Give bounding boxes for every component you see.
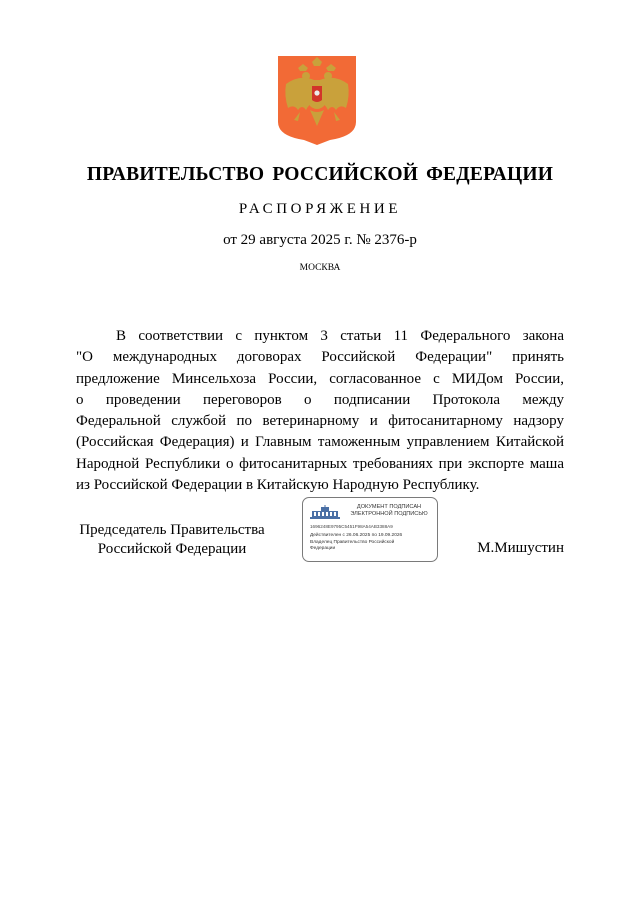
stamp-heading-line: ЭЛЕКТРОННОЙ ПОДПИСЬЮ [350,511,428,517]
stamp-heading [343,504,435,518]
document-type: РАСПОРЯЖЕНИЕ [238,201,402,217]
government-title [0,164,640,186]
body-line: о проведении переговоров о подписании Протокола между [76,391,564,408]
body-line: (Российская Федерация) и Главным таможенным управлением Китайской [76,434,564,451]
signer-position-line: Председатель Правительства [79,522,265,538]
body-line: Федеральной службой по ветеринарному и фитосанитарному надзору [76,413,564,430]
body-line: В соответствии с пунктом 3 статьи 11 Федерального закона [116,328,564,344]
document-date-number: от 29 августа 2025 г. № 2376-р [223,232,417,248]
body-line: Народной Республики о фитосанитарных требованиях при экспорте маша [76,455,564,472]
government-title-word: РОССИЙСКОЙ [272,164,419,185]
government-title-word: ПРАВИТЕЛЬСТВО [86,164,265,185]
document-place: МОСКВА [299,263,341,273]
signer-position-line: Российской Федерации [97,541,247,557]
stamp-certificate-number: 1696248E9795C5451F98A54AB3388A9 [310,524,393,529]
stamp-validity: Действителен с 26.06.2025 по 19.09.2026 [310,533,403,538]
government-title-word: ФЕДЕРАЦИИ [426,164,554,185]
coat-of-arms-emblem [276,54,358,146]
body-line: "О международных договорах Российской Федерации" принять [76,349,564,366]
body-line: предложение Минсельхоза России, согласованное с МИДом России, [76,370,564,387]
electronic-signature-stamp [302,497,438,562]
stamp-owner: Владелец Правительство Российской Федерации [310,540,395,551]
body-line: из Российской Федерации в Китайскую Народную Республику. [76,477,480,494]
order-body [76,326,564,496]
signer-name: М.Мишустин [477,540,564,556]
government-building-icon [309,505,341,519]
stamp-heading-line: ДОКУМЕНТ ПОДПИСАН [356,504,422,510]
signer-position [76,521,268,559]
